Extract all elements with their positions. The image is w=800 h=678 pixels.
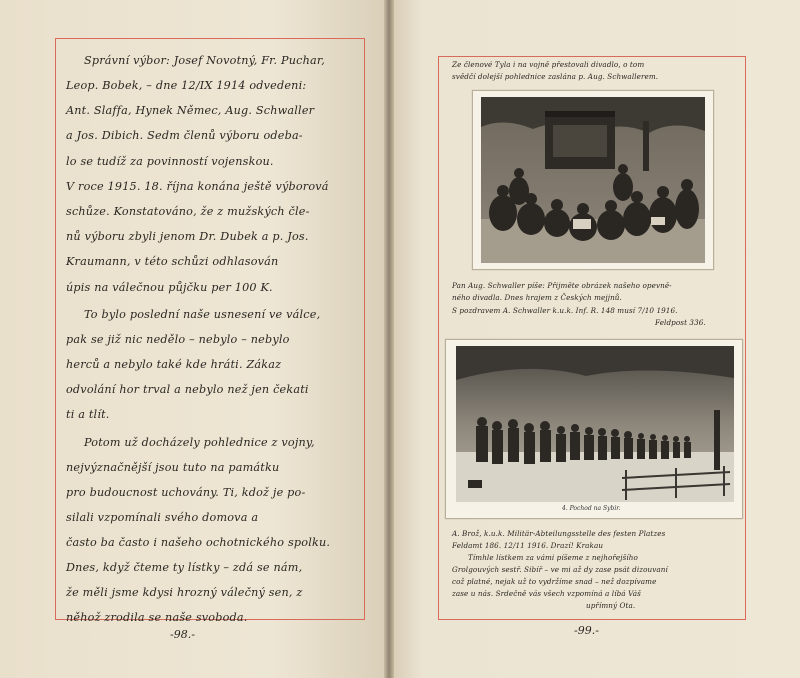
handwritten-line: Ze členové Tyla i na vojně přestovali divadlo, o tom — [452, 60, 645, 69]
handwritten-line: Dnes, když čteme ty lístky – zdá se nám, — [66, 561, 303, 574]
handwritten-line: svědčí dolejší pohlednice zaslána p. Aug. Schwallerem. — [452, 72, 659, 81]
right-page-number: -99.- — [574, 624, 599, 637]
handwritten-line: pak se již nic nedělo – nebylo – nebylo — [66, 333, 290, 346]
handwritten-line: nů výboru zbyli jenom Dr. Dubek a p. Jos. — [66, 230, 309, 243]
handwritten-line: nejvýznačnější jsou tuto na památku — [66, 461, 280, 474]
handwritten-line: A. Brož, k.u.k. Militär-Abteilungsstelle des festen Platzes — [452, 529, 666, 538]
handwritten-line: ného divadla. Dnes hrajem z Českých mejjnů. — [452, 293, 622, 302]
handwritten-line: že měli jsme kdysi hrozný válečný sen, z — [66, 586, 303, 599]
handwritten-line: silali vzpomínali svého domova a — [66, 511, 259, 524]
field-theatre-photo-image — [473, 91, 713, 269]
march-to-siberia-image — [446, 340, 742, 518]
handwritten-line: To bylo poslední naše usnesení ve válce, — [84, 308, 321, 321]
handwritten-line: Potom už docházely pohlednice z vojny, — [84, 436, 315, 449]
march-to-siberia-postcard — [445, 339, 743, 519]
handwritten-line: zase u nás. Srdečně vás všech vzpomíná a líbá Váš — [452, 589, 641, 598]
handwritten-line: a Jos. Dibich. Sedm členů výboru odeba- — [66, 129, 303, 142]
handwritten-line: což platné, nejak už to vydržíme snad – než dozpívame — [452, 577, 657, 586]
handwritten-line: Pan Aug. Schwaller píše: Přijměte obrázek našeho opevně- — [452, 281, 672, 290]
handwritten-line: Grolgouvých sestř. Sibíř – ve mi až dy zase psát dizouvaní — [452, 565, 668, 574]
postcard-caption: 4. Pochod na Sybir. — [562, 505, 621, 512]
handwritten-line: S pozdravem A. Schwaller k.u.k. Inf. R. 148 musí 7/10 1916. — [452, 306, 678, 315]
field-theatre-photograph — [472, 90, 714, 270]
left-page-red-frame — [55, 38, 365, 620]
handwritten-line: odvolání hor trval a nebylo než jen čekati — [66, 383, 309, 396]
handwritten-line: Leop. Bobek, – dne 12/IX 1914 odvedeni: — [66, 79, 307, 92]
handwritten-line: schůze. Konstatováno, že z mužských čle- — [66, 205, 310, 218]
handwritten-line: Kraumann, v této schůzi odhlasován — [66, 255, 279, 268]
handwritten-line: často ba často i našeho ochotnického spolku. — [66, 536, 331, 549]
handwritten-line: V roce 1915. 18. října konána ještě výborová — [66, 180, 329, 193]
handwritten-line: Tímhle lístkem za vámi píšeme z nejhořejšího — [468, 553, 638, 562]
handwritten-line: Ant. Slaffa, Hynek Němec, Aug. Schwaller — [66, 104, 315, 117]
handwritten-line: úpis na válečnou půjčku per 100 K. — [66, 281, 273, 294]
handwritten-line: Feldpost 336. — [655, 318, 706, 327]
handwritten-line: něhož zrodila se naše svoboda. — [66, 611, 248, 624]
handwritten-line: Feldamt 186. 12/11 1916. Drazí! Krakau — [452, 541, 604, 550]
handwritten-line: ti a tlít. — [66, 408, 110, 421]
handwritten-line: upřímný Ota. — [586, 601, 636, 610]
left-page-number: -98.- — [170, 628, 195, 641]
handwritten-line: pro budoucnost uchovány. Ti, kdož je po- — [66, 486, 306, 499]
handwritten-line: Správní výbor: Josef Novotný, Fr. Puchar, — [84, 54, 325, 67]
handwritten-line: lo se tudíž za povinností vojenskou. — [66, 155, 274, 168]
book-gutter — [384, 0, 394, 678]
handwritten-line: herců a nebylo také kde hráti. Zákaz — [66, 358, 282, 371]
